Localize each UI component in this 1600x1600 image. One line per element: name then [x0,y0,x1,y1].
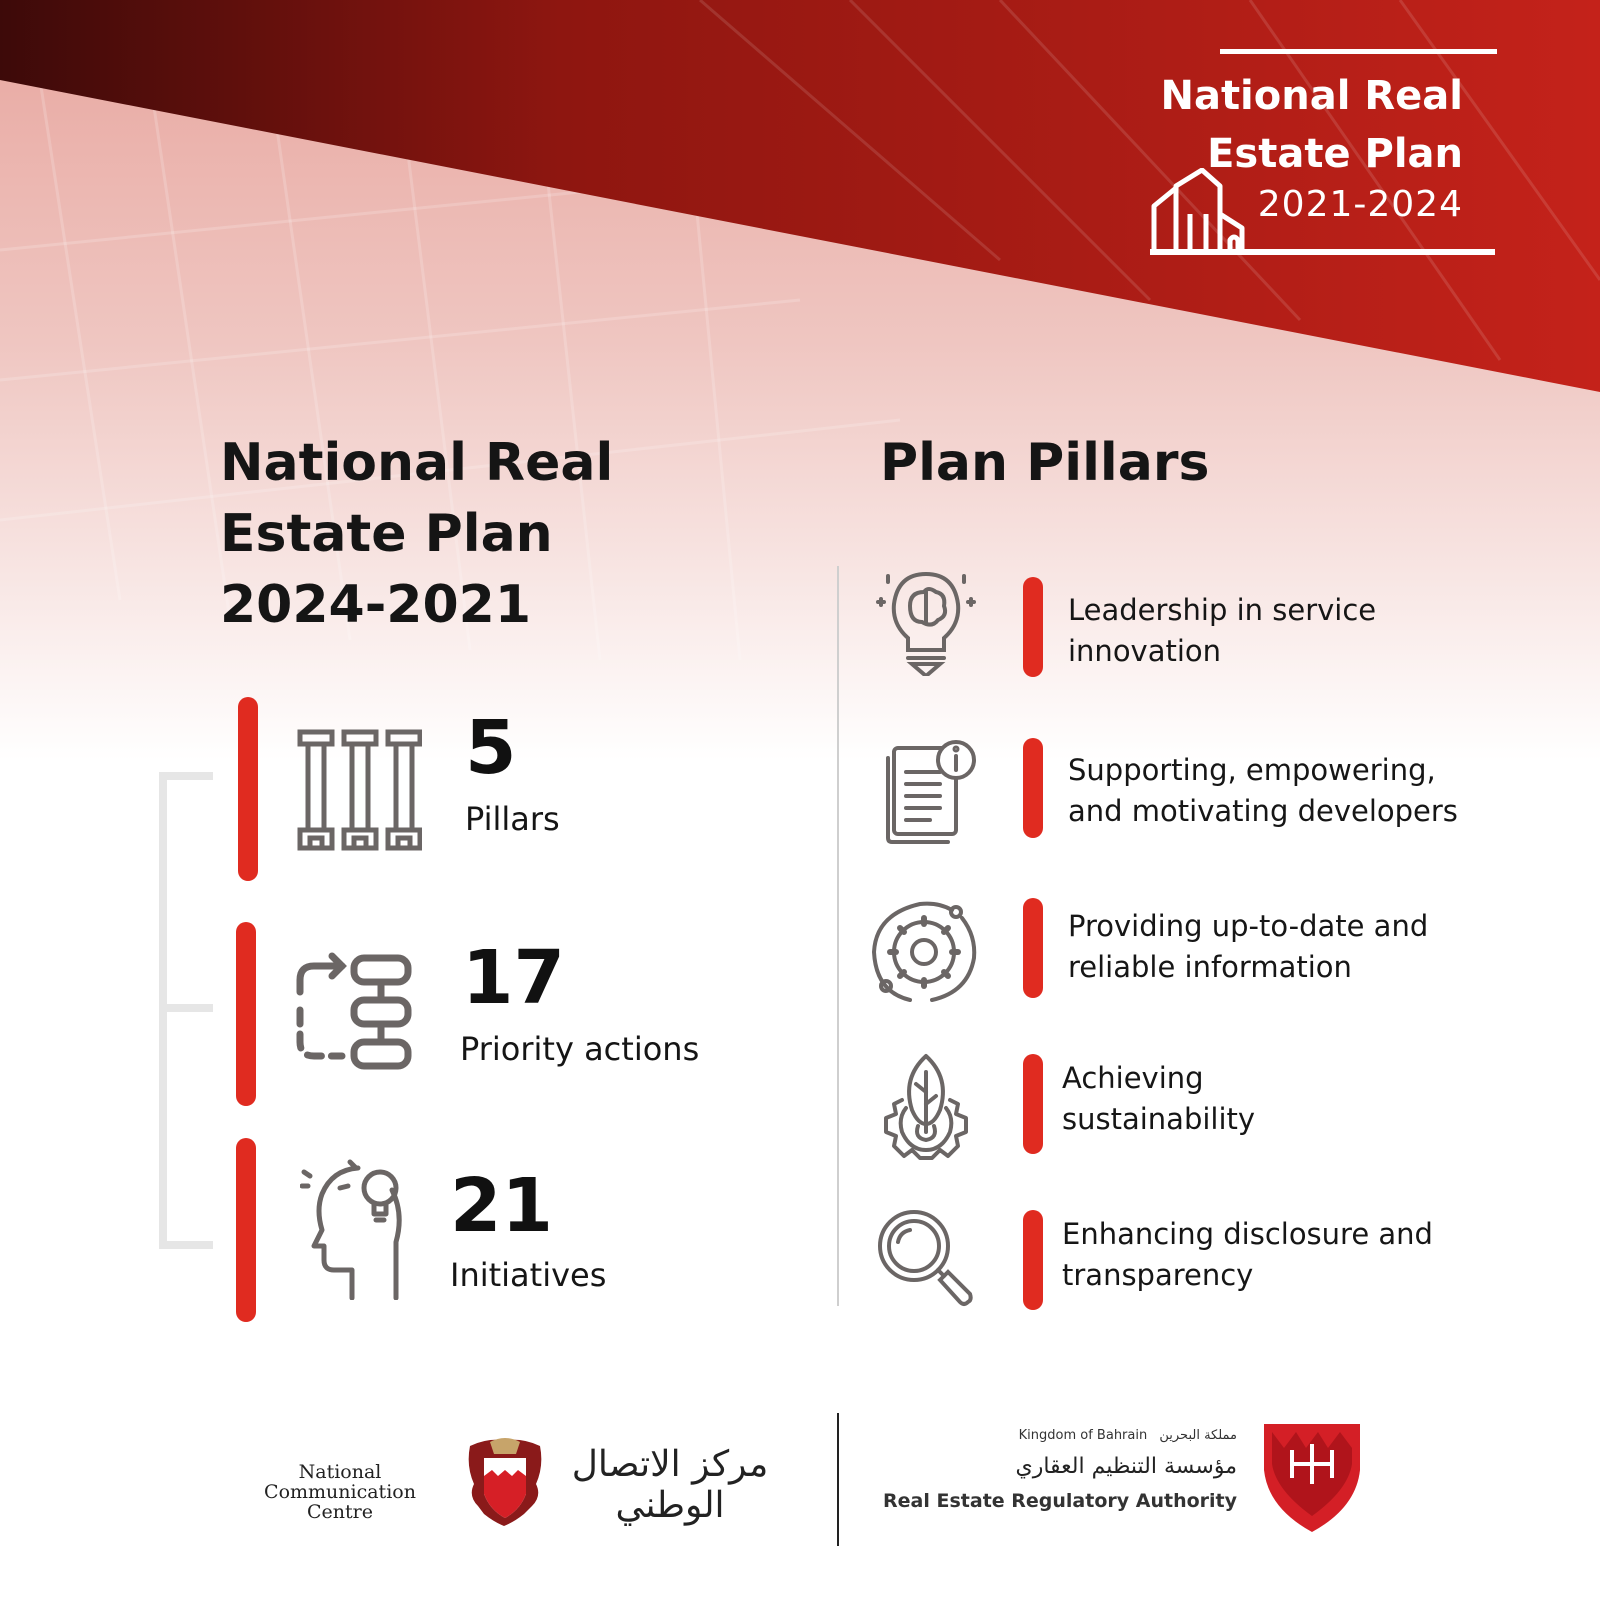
columns-icon [296,728,422,852]
stat-accent-bar [236,922,256,1106]
banner-years: 2021-2024 [1257,184,1463,225]
pillar-accent-bar [1023,1054,1043,1154]
stat-accent-bar [236,1138,256,1322]
document-info-icon [880,738,980,848]
stat-label: Pillars [465,800,560,838]
gear-orbit-icon [870,896,980,1006]
pillar-text-line1: Enhancing disclosure and [1062,1217,1433,1251]
left-heading [220,428,613,641]
rera-kingdom-line [955,1428,1237,1443]
pillar-text-line1: Leadership in service [1068,593,1377,627]
banner-title-line1: National Real [1160,73,1463,119]
ncc-name [230,1462,450,1522]
left-heading-line2: Estate Plan [220,504,553,564]
head-idea-icon [300,1150,410,1300]
pillar-text-line1: Achieving [1062,1061,1204,1095]
flowchart-icon [294,952,420,1076]
stat-value: 5 [465,705,517,791]
stat-value: 21 [450,1163,553,1249]
pillar-text-line2: transparency [1062,1258,1254,1292]
rera-kingdom-en: Kingdom of Bahrain [1018,1428,1148,1443]
pillar-text-line2: innovation [1068,634,1222,668]
ncc-name-line1: National [298,1461,382,1483]
pillar-item [1068,906,1488,988]
pillar-accent-bar [1023,577,1043,677]
rera-kingdom-ar: مملكة البحرين [1159,1428,1237,1443]
stat-label: Priority actions [460,1030,700,1068]
ncc-arabic-name: مركز الاتصال الوطني [571,1444,769,1526]
rera-shield-logo-icon [1262,1420,1362,1535]
pillar-item [1068,750,1508,832]
pillar-item [1062,1214,1482,1296]
pillar-accent-bar [1023,1210,1043,1310]
pillar-text-line2: reliable information [1068,950,1352,984]
bahrain-coat-of-arms-icon [464,1436,546,1528]
pillar-text-line2: and motivating developers [1068,794,1458,828]
pillar-accent-bar [1023,738,1043,838]
stat-value: 17 [462,935,565,1021]
banner-top-line [1220,49,1497,54]
right-heading: Plan Pillars [880,433,1210,493]
pillar-text-line2: sustainability [1062,1102,1256,1136]
left-heading-line3: 2024-2021 [220,575,532,635]
buildings-icon [1150,168,1500,262]
pillar-accent-bar [1023,898,1043,998]
banner-title [1160,67,1463,183]
left-heading-line1: National Real [220,433,614,493]
stat-label: Initiatives [450,1256,607,1294]
pillar-text-line1: Providing up-to-date and [1068,909,1429,943]
rera-name-en: Real Estate Regulatory Authority [883,1490,1237,1512]
banner-title-line2: Estate Plan [1207,131,1463,177]
ncc-name-line2: Communication Centre [264,1481,416,1523]
pillar-item [1062,1058,1482,1140]
leaf-gear-icon [876,1052,976,1172]
pillar-text-line1: Supporting, empowering, [1068,753,1436,787]
rera-name-ar: مؤسسة التنظيم العقاري [1015,1454,1237,1479]
magnifier-icon [876,1208,976,1308]
pillar-item [1068,590,1488,672]
brain-bulb-icon [876,566,976,676]
stat-accent-bar [238,697,258,881]
